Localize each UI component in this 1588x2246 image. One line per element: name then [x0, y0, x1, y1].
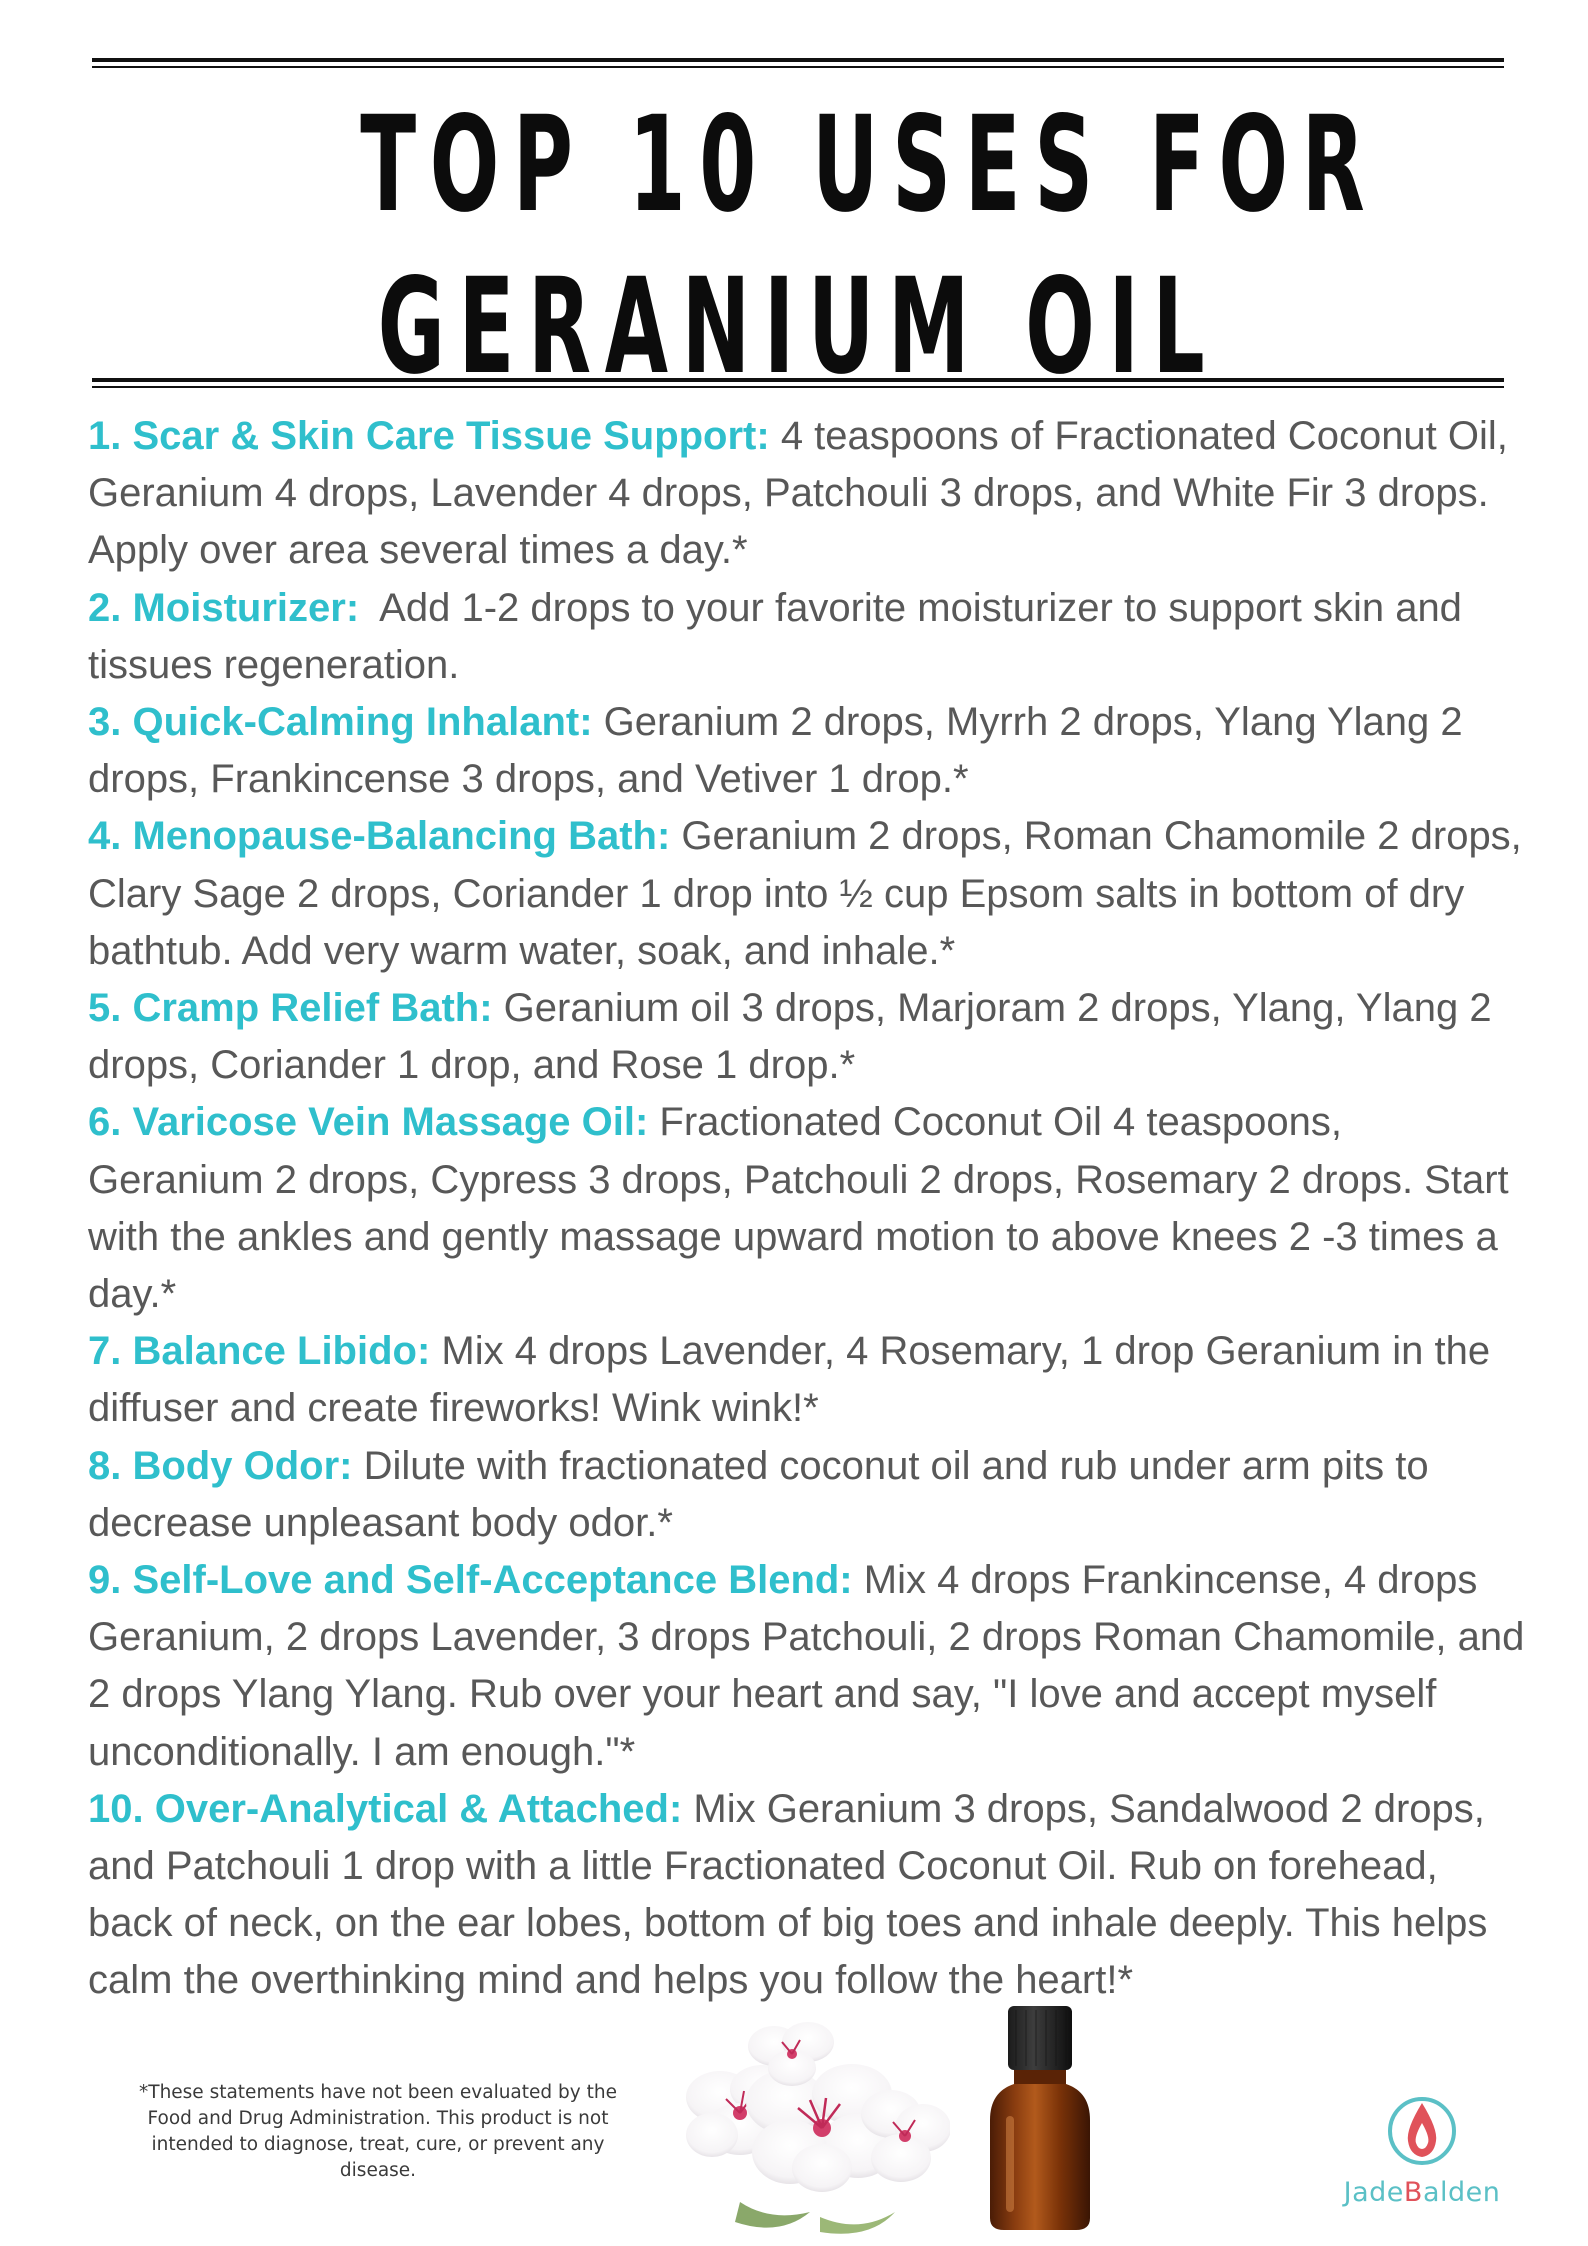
use-body: Mix 4 drops Lavender, 4 Rosemary, 1 drop Geranium in the diffuser and create fireworks! Wink wink!*: [88, 1329, 1491, 1431]
title-line-2: GERANIUM OIL: [377, 250, 1219, 404]
fda-disclaimer: *These statements have not been evaluated by the Food and Drug Administration. This product is not intended to diagnose, treat, cure, or prevent any disease.: [139, 2082, 617, 2181]
use-body: Mix Geranium 3 drops, Sandalwood 2 drops, and Patchouli 1 drop with a little Fractionated Coconut Oil. Rub on forehead, back of neck, on the ear lobes, bottom of big toes and inhale deeply. This helps calm the overthinking mind and helps you follow the heart!*: [88, 1786, 1488, 2003]
brand-last-initial: B: [1403, 2177, 1423, 2208]
use-item-8: [88, 1438, 1528, 1552]
use-body: Geranium 2 drops, Myrrh 2 drops, Ylang Ylang 2 drops, Frankincense 3 drops, and Vetiver 1 drop.*: [88, 700, 1463, 802]
title-top-rule: [92, 58, 1504, 68]
logo-mark-icon: [1322, 2085, 1522, 2177]
use-heading: 3. Quick-Calming Inhalant:: [88, 700, 593, 745]
use-item-7: [88, 1323, 1528, 1437]
amber-oil-bottle-icon: [980, 2000, 1100, 2236]
use-item-2: [88, 580, 1528, 694]
brand-name: [1322, 2177, 1522, 2208]
use-body: Add 1-2 drops to your favorite moisturizer to support skin and tissues regeneration.: [88, 585, 1474, 687]
use-body: Geranium 2 drops, Roman Chamomile 2 drops, Clary Sage 2 drops, Coriander 1 drop into ½ cup Epsom salts in bottom of dry bathtub. Add very warm water, soak, and inhale.*: [88, 814, 1522, 973]
brand-first-name: Jade: [1343, 2177, 1404, 2208]
use-body: Geranium oil 3 drops, Marjoram 2 drops, Ylang, Ylang 2 drops, Coriander 1 drop, and Rose 1 drop.*: [88, 986, 1492, 1088]
use-item-9: [88, 1552, 1528, 1781]
use-heading: 4. Menopause-Balancing Bath:: [88, 814, 671, 859]
title-bottom-rule: [92, 378, 1504, 388]
geranium-flower-icon: [680, 2012, 950, 2237]
use-heading: 5. Cramp Relief Bath:: [88, 986, 493, 1031]
use-heading: 2. Moisturizer:: [88, 585, 360, 630]
brand-logo: [1322, 2085, 1522, 2225]
use-body: Fractionated Coconut Oil 4 teaspoons, Geranium 2 drops, Cypress 3 drops, Patchouli 2 drops, Rosemary 2 drops. Start with the ankles and gently massage upward motion to above knees 2 -3 times a day.*: [88, 1100, 1509, 1317]
use-heading: 9. Self-Love and Self-Acceptance Blend:: [88, 1558, 853, 1603]
title-line-1: TOP 10 USES FOR: [360, 88, 1379, 242]
use-item-5: [88, 980, 1528, 1094]
use-body: Dilute with fractionated coconut oil and rub under arm pits to decrease unpleasant body odor.*: [88, 1443, 1429, 1545]
use-item-6: [88, 1094, 1528, 1323]
use-body: Mix 4 drops Frankincense, 4 drops Geranium, 2 drops Lavender, 3 drops Patchouli, 2 drops Roman Chamomile, and 2 drops Ylang Ylang. Rub over your heart and say, "I love and accept myself unconditionally. I am enough."*: [88, 1558, 1525, 1774]
use-heading: 8. Body Odor:: [88, 1443, 353, 1488]
use-item-10: [88, 1781, 1528, 2010]
page-title: [360, 84, 1379, 408]
brand-last-rest: alden: [1422, 2177, 1501, 2208]
use-item-3: [88, 694, 1528, 808]
use-heading: 7. Balance Libido:: [88, 1329, 431, 1374]
use-item-4: [88, 808, 1528, 980]
use-heading: 6. Varicose Vein Massage Oil:: [88, 1100, 649, 1145]
use-heading: 1. Scar & Skin Care Tissue Support:: [88, 414, 770, 458]
use-item-1: [88, 408, 1528, 580]
uses-list: [88, 408, 1528, 2010]
use-body: 4 teaspoons of Fractionated Coconut Oil, Geranium 4 drops, Lavender 4 drops, Patchouli 3 drops, and White Fir 3 drops. Apply over area several times a day.*: [88, 414, 1508, 573]
use-heading: 10. Over-Analytical & Attached:: [88, 1786, 683, 1831]
